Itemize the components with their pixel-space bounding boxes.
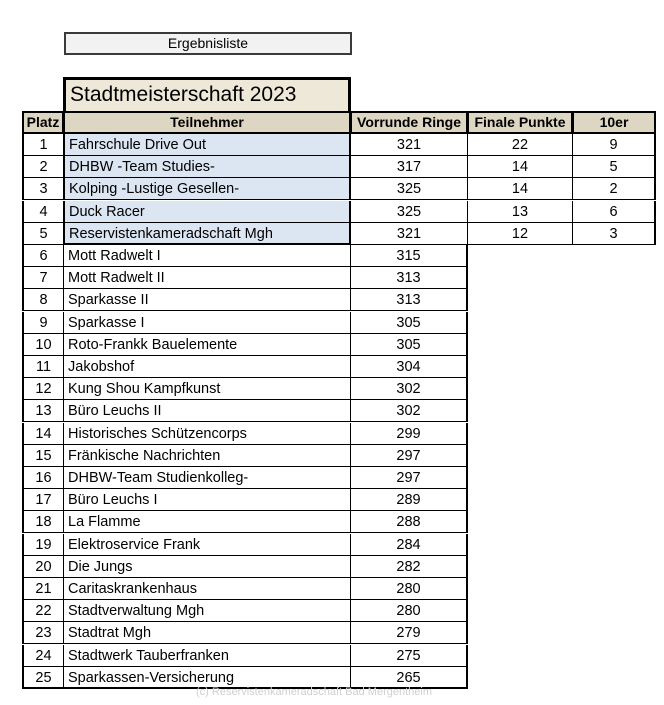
row-platz: 4 — [22, 201, 64, 223]
row-platz: 22 — [22, 600, 64, 622]
row-platz: 8 — [22, 289, 64, 311]
row-teilnehmer: Kolping -Lustige Gesellen- — [63, 178, 351, 200]
row-teilnehmer: Mott Radwelt II — [63, 267, 351, 289]
row-vorrunde-ringe: 317 — [350, 156, 468, 178]
header-teilnehmer: Teilnehmer — [63, 111, 351, 134]
row-teilnehmer: Sparkasse II — [63, 289, 351, 311]
row-vorrunde-ringe: 321 — [350, 134, 468, 156]
row-vorrunde-ringe: 282 — [350, 556, 468, 578]
row-vorrunde-ringe: 280 — [350, 600, 468, 622]
row-platz: 25 — [22, 667, 64, 689]
row-platz: 21 — [22, 578, 64, 600]
row-platz: 12 — [22, 378, 64, 400]
row-vorrunde-ringe: 284 — [350, 534, 468, 556]
row-platz: 17 — [22, 489, 64, 511]
row-platz: 15 — [22, 445, 64, 467]
row-platz: 14 — [22, 423, 64, 445]
row-teilnehmer: Historisches Schützencorps — [63, 423, 351, 445]
row-teilnehmer: DHBW -Team Studies- — [63, 156, 351, 178]
row-vorrunde-ringe: 315 — [350, 245, 468, 267]
row-vorrunde-ringe: 275 — [350, 645, 468, 667]
row-teilnehmer: Jakobshof — [63, 356, 351, 378]
row-platz: 5 — [22, 223, 64, 245]
row-teilnehmer: Büro Leuchs II — [63, 400, 351, 422]
header-10er: 10er — [572, 111, 656, 134]
row-vorrunde-ringe: 321 — [350, 223, 468, 245]
row-teilnehmer: Die Jungs — [63, 556, 351, 578]
header-vorrunde-ringe: Vorrunde Ringe — [350, 111, 468, 134]
row-teilnehmer: Fränkische Nachrichten — [63, 445, 351, 467]
row-teilnehmer: Kung Shou Kampfkunst — [63, 378, 351, 400]
row-vorrunde-ringe: 279 — [350, 622, 468, 644]
row-teilnehmer: Sparkassen-Versicherung — [63, 667, 351, 689]
result-list-label: Ergebnisliste — [64, 32, 352, 55]
row-finale-punkte: 22 — [467, 134, 573, 156]
row-platz: 13 — [22, 400, 64, 422]
row-teilnehmer: DHBW-Team Studienkolleg- — [63, 467, 351, 489]
row-vorrunde-ringe: 302 — [350, 378, 468, 400]
row-teilnehmer: Fahrschule Drive Out — [63, 134, 351, 156]
row-vorrunde-ringe: 304 — [350, 356, 468, 378]
row-finale-punkte: 13 — [467, 201, 573, 223]
row-teilnehmer: Stadtwerk Tauberfranken — [63, 645, 351, 667]
row-vorrunde-ringe: 302 — [350, 400, 468, 422]
row-teilnehmer: Reservistenkameradschaft Mgh — [63, 223, 351, 245]
row-10er: 9 — [572, 134, 656, 156]
row-vorrunde-ringe: 313 — [350, 289, 468, 311]
row-platz: 10 — [22, 334, 64, 356]
row-finale-punkte: 12 — [467, 223, 573, 245]
row-vorrunde-ringe: 299 — [350, 423, 468, 445]
row-teilnehmer: Büro Leuchs I — [63, 489, 351, 511]
page-title: Stadtmeisterschaft 2023 — [63, 77, 351, 112]
header-platz: Platz — [22, 111, 64, 134]
row-vorrunde-ringe: 305 — [350, 334, 468, 356]
row-teilnehmer: Duck Racer — [63, 201, 351, 223]
row-teilnehmer: Elektroservice Frank — [63, 534, 351, 556]
row-platz: 7 — [22, 267, 64, 289]
row-vorrunde-ringe: 297 — [350, 467, 468, 489]
row-teilnehmer: Stadtverwaltung Mgh — [63, 600, 351, 622]
row-platz: 16 — [22, 467, 64, 489]
row-vorrunde-ringe: 265 — [350, 667, 468, 689]
row-vorrunde-ringe: 288 — [350, 511, 468, 533]
row-finale-punkte: 14 — [467, 156, 573, 178]
row-vorrunde-ringe: 325 — [350, 178, 468, 200]
copyright-footer: (c) Reservistenkameradschaft Bad Mergentheim — [196, 686, 432, 698]
row-platz: 3 — [22, 178, 64, 200]
row-finale-punkte: 14 — [467, 178, 573, 200]
row-platz: 20 — [22, 556, 64, 578]
row-platz: 9 — [22, 312, 64, 334]
row-platz: 6 — [22, 245, 64, 267]
row-teilnehmer: La Flamme — [63, 511, 351, 533]
row-teilnehmer: Stadtrat Mgh — [63, 622, 351, 644]
row-platz: 19 — [22, 534, 64, 556]
row-10er: 5 — [572, 156, 656, 178]
row-vorrunde-ringe: 313 — [350, 267, 468, 289]
row-vorrunde-ringe: 325 — [350, 201, 468, 223]
row-10er: 2 — [572, 178, 656, 200]
row-teilnehmer: Caritaskrankenhaus — [63, 578, 351, 600]
row-teilnehmer: Mott Radwelt I — [63, 245, 351, 267]
row-vorrunde-ringe: 289 — [350, 489, 468, 511]
row-platz: 24 — [22, 645, 64, 667]
row-vorrunde-ringe: 280 — [350, 578, 468, 600]
row-vorrunde-ringe: 297 — [350, 445, 468, 467]
row-platz: 11 — [22, 356, 64, 378]
row-platz: 2 — [22, 156, 64, 178]
row-teilnehmer: Sparkasse I — [63, 312, 351, 334]
row-platz: 18 — [22, 511, 64, 533]
row-platz: 23 — [22, 622, 64, 644]
row-platz: 1 — [22, 134, 64, 156]
header-finale-punkte: Finale Punkte — [467, 111, 573, 134]
row-10er: 6 — [572, 201, 656, 223]
row-vorrunde-ringe: 305 — [350, 312, 468, 334]
row-teilnehmer: Roto-Frankk Bauelemente — [63, 334, 351, 356]
row-10er: 3 — [572, 223, 656, 245]
